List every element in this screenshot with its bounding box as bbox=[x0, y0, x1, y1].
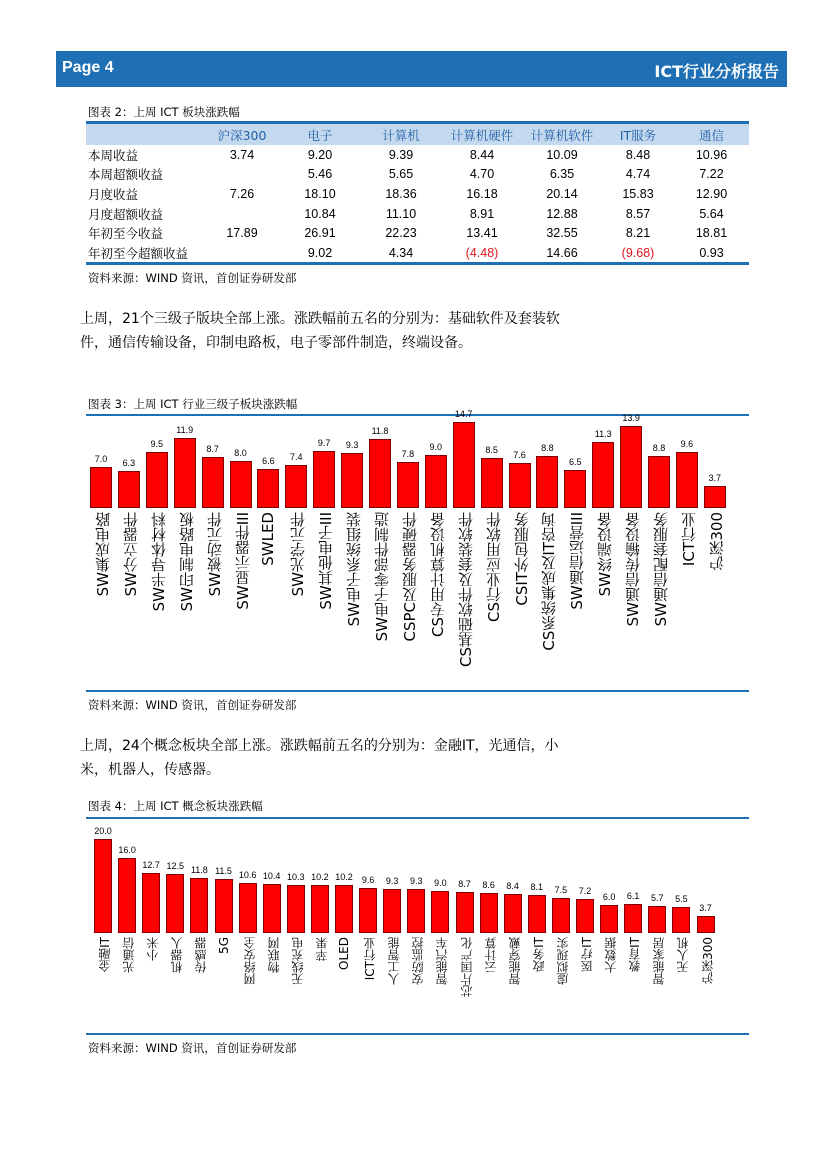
category-label: ICT行业 bbox=[363, 937, 378, 981]
table-cell bbox=[204, 165, 280, 185]
fig4-source: 资料来源：WIND 资讯，首创证券研发部 bbox=[88, 1041, 297, 1055]
table-cell: 5.46 bbox=[307, 167, 333, 182]
data-label: 6.5 bbox=[569, 456, 582, 467]
table-cell: 8.21 bbox=[625, 226, 651, 241]
chart-bar bbox=[190, 878, 208, 933]
data-label: 9.6 bbox=[680, 438, 694, 449]
chart-bar bbox=[383, 889, 401, 933]
table-cell bbox=[204, 243, 280, 263]
table-cell: 0.93 bbox=[699, 245, 724, 260]
fig2-bottom-rule bbox=[86, 262, 749, 265]
data-label: 20.0 bbox=[94, 826, 112, 836]
data-label: 5.7 bbox=[651, 893, 664, 904]
row-label: 月度收益 bbox=[88, 186, 139, 202]
table-header-cell bbox=[86, 124, 204, 145]
table-cell: 32.55 bbox=[546, 226, 578, 241]
table-cell: 26.91 bbox=[304, 226, 336, 241]
table-row bbox=[86, 184, 749, 204]
chart-bar bbox=[504, 894, 522, 933]
category-label: SW电子零部件制造 bbox=[373, 512, 391, 642]
chart-bar bbox=[341, 453, 363, 508]
table-header-cell: 计算机 bbox=[360, 124, 442, 145]
table-cell: 7.22 bbox=[699, 167, 724, 182]
chart-bar bbox=[552, 898, 570, 933]
category-label: 虚拟现实 bbox=[555, 937, 570, 985]
report-title: ICT行业分析报告 bbox=[654, 62, 779, 81]
data-label: 7.2 bbox=[578, 886, 592, 897]
category-label: 无人机 bbox=[676, 937, 691, 973]
table-header-cell: 计算机硬件 bbox=[442, 124, 522, 145]
fig3-bottom-rule bbox=[86, 690, 749, 692]
chart-bar bbox=[174, 438, 196, 508]
table-header-cell: 沪深300 bbox=[204, 124, 280, 145]
data-label: 6.0 bbox=[602, 891, 616, 902]
table-header-row bbox=[86, 124, 749, 145]
table-cell: 7.26 bbox=[229, 186, 255, 201]
chart-bar bbox=[407, 889, 425, 933]
table-cell: 20.14 bbox=[546, 186, 578, 201]
category-label: 智能穿戴 bbox=[507, 937, 522, 985]
data-label: 8.5 bbox=[485, 445, 498, 456]
table-cell: 6.35 bbox=[549, 167, 575, 182]
chart-bar bbox=[564, 470, 586, 508]
table-cell: (9.68) bbox=[621, 245, 655, 260]
table-cell: 8.91 bbox=[469, 206, 495, 221]
category-label: CS专用计算机设备 bbox=[428, 512, 447, 637]
category-label: SW电子系统组装 bbox=[345, 512, 364, 627]
chart-bar bbox=[536, 456, 558, 508]
table-header-cell: 计算机软件 bbox=[522, 124, 602, 145]
paragraph-1: 上周，21个三级子版块全部上涨。涨跌幅前五名的分别为：基础软件及套装软件，通信传输设备，印制电路板，电子零部件制造，终端设备。 bbox=[80, 311, 560, 351]
data-label: 9.5 bbox=[150, 439, 164, 450]
data-label: 16.0 bbox=[118, 844, 136, 855]
chart-bar bbox=[335, 885, 353, 933]
fig4-bottom-rule bbox=[86, 1033, 749, 1035]
chart-bar bbox=[600, 905, 618, 933]
data-label: 11.3 bbox=[594, 428, 612, 439]
fig4-title: 图表 4：上周 ICT 概念板块涨跌幅 bbox=[88, 799, 263, 813]
data-label: 12.5 bbox=[166, 861, 185, 872]
data-label: 12.7 bbox=[142, 860, 160, 871]
category-label: 芯片国产化 bbox=[459, 937, 474, 997]
table-cell: 10.09 bbox=[546, 147, 578, 162]
table-cell: 4.70 bbox=[469, 167, 495, 182]
data-label: 13.9 bbox=[622, 413, 640, 424]
category-label: 金融IT bbox=[98, 937, 112, 972]
table-cell: 13.41 bbox=[466, 226, 498, 241]
fig2-source: 资料来源：WIND 资讯，首创证券研发部 bbox=[88, 271, 297, 285]
data-label: 6.3 bbox=[122, 458, 136, 469]
category-label: CS行业应用软件 bbox=[484, 512, 503, 622]
table-row bbox=[86, 204, 749, 224]
category-label: SW显示器件III bbox=[233, 512, 252, 610]
category-label: CSIT外包服务 bbox=[512, 512, 531, 606]
chart-bar bbox=[239, 883, 257, 933]
category-label: 5G bbox=[216, 937, 231, 954]
data-label: 8.8 bbox=[541, 443, 554, 454]
chart-bar bbox=[118, 858, 136, 933]
row-label: 月度超额收益 bbox=[88, 206, 164, 222]
table-cell: 18.10 bbox=[304, 186, 336, 201]
chart-bar bbox=[311, 885, 329, 933]
data-label: 11.5 bbox=[215, 865, 232, 876]
table-cell: 16.18 bbox=[466, 186, 498, 201]
chart-bar bbox=[676, 452, 698, 508]
category-label: 物联网 bbox=[266, 937, 281, 973]
table-cell: 10.96 bbox=[695, 147, 728, 162]
category-label: SWLED bbox=[259, 512, 278, 566]
data-label: 7.4 bbox=[290, 451, 303, 462]
table-header-cell: 通信 bbox=[674, 124, 749, 145]
category-label: CSPC及服务器硬件 bbox=[400, 512, 419, 642]
category-label: SW印制电路板 bbox=[177, 512, 196, 612]
category-label: 智能家居 bbox=[652, 937, 667, 985]
table-header-cell: 电子 bbox=[280, 124, 360, 145]
table-cell: 18.36 bbox=[385, 186, 417, 201]
category-label: SW通信传输设备 bbox=[624, 512, 643, 627]
chart-bar bbox=[397, 462, 419, 508]
data-label: 10.2 bbox=[311, 872, 329, 883]
chart-bar bbox=[359, 888, 377, 933]
chart-bar bbox=[481, 458, 503, 508]
category-label: ICT行业 bbox=[679, 512, 698, 567]
table-cell: (4.48) bbox=[465, 245, 499, 260]
chart-bar bbox=[576, 899, 594, 933]
table-cell: 11.10 bbox=[385, 206, 417, 221]
category-label: SW半导体材料 bbox=[149, 512, 168, 612]
chart-bar bbox=[215, 879, 233, 933]
data-label: 8.7 bbox=[206, 443, 219, 454]
row-label: 本周超额收益 bbox=[88, 167, 164, 183]
data-label: 9.0 bbox=[434, 877, 447, 888]
table-cell: 12.88 bbox=[546, 206, 578, 221]
data-label: 8.4 bbox=[506, 880, 519, 891]
row-label: 年初至今收益 bbox=[88, 226, 164, 242]
table-header-cell: IT服务 bbox=[602, 124, 674, 145]
table-cell: 22.23 bbox=[385, 226, 417, 241]
category-label: CS基础软件及套装软件 bbox=[456, 512, 475, 667]
chart-bar bbox=[704, 486, 726, 508]
category-label: 政务IT bbox=[531, 937, 546, 972]
row-label: 本周收益 bbox=[88, 147, 139, 163]
fig2-title: 图表 2：上周 ICT 板块涨跌幅 bbox=[88, 105, 240, 119]
table-cell: 5.65 bbox=[388, 167, 414, 182]
chart-bar bbox=[166, 874, 184, 933]
category-label: 网络安全 bbox=[242, 937, 257, 985]
chart-bar bbox=[480, 893, 498, 933]
chart-bar bbox=[648, 456, 670, 508]
chart-bar bbox=[425, 455, 447, 508]
table-cell: 15.83 bbox=[622, 186, 654, 201]
category-label: 云计算 bbox=[483, 937, 498, 973]
table-cell: 17.89 bbox=[226, 226, 258, 241]
category-label: CS系统集成及IT咨询 bbox=[540, 512, 559, 651]
data-label: 8.0 bbox=[234, 448, 247, 459]
category-label: SW通信运营III bbox=[568, 512, 587, 610]
data-label: 11.9 bbox=[176, 425, 194, 436]
table-cell: 4.34 bbox=[388, 245, 414, 260]
fig3-source: 资料来源：WIND 资讯，首创证券研发部 bbox=[88, 698, 297, 712]
category-label: 人工智能 bbox=[387, 937, 402, 985]
data-label: 9.3 bbox=[410, 876, 423, 887]
category-label: SW被动元件 bbox=[205, 512, 224, 597]
data-label: 11.8 bbox=[371, 425, 389, 436]
data-label: 10.2 bbox=[335, 872, 353, 883]
table-cell: 9.39 bbox=[388, 147, 414, 162]
table-cell: 4.74 bbox=[625, 167, 651, 182]
category-label: 小米 bbox=[146, 937, 161, 961]
paragraph-2: 上周，24个概念板块全部上涨。涨跌幅前五名的分别为：金融IT，光通信，小米，机器人，传感器。 bbox=[80, 738, 559, 778]
category-label: 传感器 bbox=[194, 937, 209, 973]
data-label: 5.5 bbox=[675, 894, 688, 905]
chart-bar bbox=[230, 461, 252, 508]
table-cell: 14.66 bbox=[546, 245, 578, 260]
category-label: 安防监控 bbox=[411, 937, 426, 985]
chart-bar bbox=[146, 452, 168, 508]
category-label: SW终端设备 bbox=[596, 512, 615, 597]
category-label: 沪深300 bbox=[707, 512, 726, 571]
table-cell: 8.48 bbox=[625, 147, 651, 162]
fig3-title: 图表 3：上周 ICT 行业三级子板块涨跌幅 bbox=[88, 397, 298, 411]
fig2-table bbox=[86, 124, 749, 263]
table-cell: 3.74 bbox=[229, 147, 255, 162]
row-label: 年初至今超额收益 bbox=[88, 245, 189, 261]
table-cell: 9.20 bbox=[307, 147, 333, 162]
data-label: 7.8 bbox=[401, 449, 415, 460]
table-row bbox=[86, 145, 749, 165]
data-label: 3.7 bbox=[699, 902, 712, 913]
data-label: 9.7 bbox=[317, 438, 331, 449]
data-label: 10.6 bbox=[238, 870, 257, 881]
chart-bar bbox=[263, 884, 281, 933]
category-label: 教育IT bbox=[628, 937, 643, 972]
data-label: 6.1 bbox=[626, 891, 640, 902]
category-label: SW其他电子III bbox=[317, 512, 336, 610]
chart-bar bbox=[592, 442, 614, 508]
category-label: OLED bbox=[337, 937, 351, 970]
category-label: 大数据 bbox=[604, 937, 619, 973]
chart-bar bbox=[697, 916, 715, 933]
category-label: SW分立器件 bbox=[121, 512, 140, 597]
chart-bar bbox=[90, 467, 112, 508]
chart-bar bbox=[94, 839, 112, 933]
table-cell: 8.44 bbox=[469, 147, 495, 162]
data-label: 8.8 bbox=[652, 443, 666, 454]
chart-bar bbox=[648, 906, 666, 933]
data-label: 14.7 bbox=[454, 408, 473, 419]
data-label: 7.0 bbox=[94, 453, 108, 464]
category-label: 医疗IT bbox=[580, 937, 594, 972]
data-label: 8.7 bbox=[458, 879, 471, 890]
chart-bar bbox=[620, 426, 642, 508]
data-label: 6.6 bbox=[262, 456, 275, 467]
chart-bar bbox=[142, 873, 160, 933]
page-number: Page 4 bbox=[62, 59, 114, 76]
table-cell: 8.57 bbox=[625, 206, 651, 221]
data-label: 8.6 bbox=[482, 879, 495, 890]
data-label: 10.3 bbox=[287, 871, 305, 882]
chart-bar bbox=[528, 895, 546, 933]
table-cell: 10.84 bbox=[304, 206, 336, 221]
chart-bar bbox=[431, 891, 449, 933]
category-label: SW通信配套服务 bbox=[652, 512, 670, 627]
chart-bar bbox=[257, 469, 279, 508]
data-label: 7.5 bbox=[554, 884, 568, 895]
chart-bar bbox=[287, 885, 305, 933]
table-row bbox=[86, 165, 749, 185]
data-label: 9.0 bbox=[429, 442, 443, 453]
category-label: 机器人 bbox=[170, 937, 185, 973]
category-label: 苹果 bbox=[314, 937, 329, 961]
data-label: 9.3 bbox=[345, 440, 359, 451]
chart-bar bbox=[624, 904, 642, 933]
table-cell: 18.81 bbox=[695, 226, 728, 241]
table-cell: 12.90 bbox=[695, 186, 728, 201]
category-label: SW集成电路 bbox=[94, 512, 112, 597]
data-label: 10.4 bbox=[262, 871, 281, 882]
data-label: 9.6 bbox=[361, 874, 375, 885]
chart-bar bbox=[456, 892, 474, 933]
table-row bbox=[86, 223, 749, 243]
chart-bar bbox=[118, 471, 140, 508]
category-label: SW光学元件 bbox=[289, 512, 308, 597]
category-label: 智能汽车 bbox=[435, 937, 450, 985]
table-cell: 9.02 bbox=[307, 245, 333, 260]
chart-bar bbox=[672, 907, 690, 933]
chart-bar bbox=[509, 463, 531, 508]
fig4-top-rule bbox=[86, 817, 749, 819]
table-row bbox=[86, 243, 749, 263]
chart-bar bbox=[313, 451, 335, 508]
page-header bbox=[56, 51, 787, 87]
category-label: 无线充电 bbox=[290, 937, 305, 985]
chart-bar bbox=[285, 465, 307, 508]
category-label: 光通信 bbox=[122, 937, 137, 973]
fig3-top-rule bbox=[86, 414, 749, 416]
data-label: 8.1 bbox=[530, 881, 544, 892]
chart-bar bbox=[453, 422, 475, 508]
chart-bar bbox=[202, 457, 224, 508]
data-label: 3.7 bbox=[708, 473, 722, 484]
data-label: 9.3 bbox=[385, 876, 399, 887]
table-cell: 5.64 bbox=[699, 206, 724, 221]
data-label: 7.6 bbox=[513, 450, 526, 461]
table-cell bbox=[204, 204, 280, 224]
category-label: 沪深300 bbox=[700, 937, 715, 984]
chart-bar bbox=[369, 439, 391, 508]
data-label: 11.8 bbox=[190, 864, 208, 875]
